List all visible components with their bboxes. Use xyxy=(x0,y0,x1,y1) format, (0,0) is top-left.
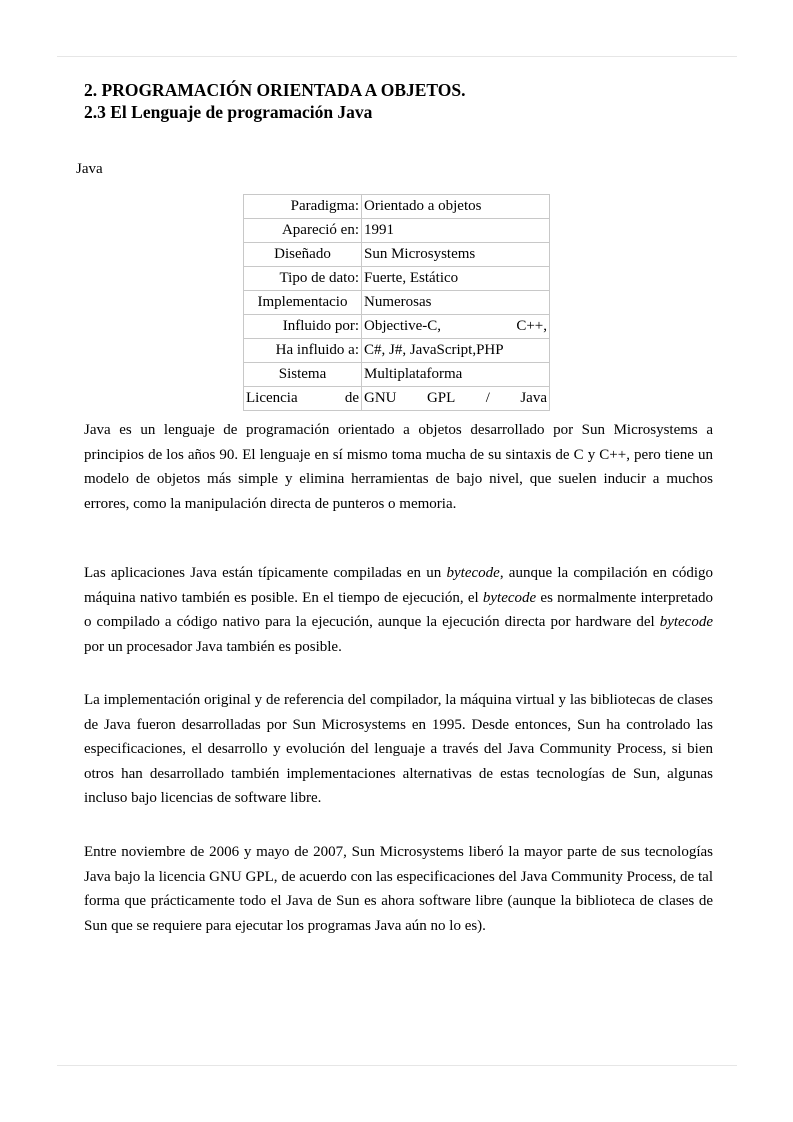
row-key: Implementacio xyxy=(244,291,362,315)
table-row xyxy=(244,243,550,267)
paragraph-intro: Java es un lenguaje de programación orientado a objetos desarrollado por Sun Microsystems a principios de los años 90. El lenguaje en sí mismo toma mucha de su sintaxis de C y C++, pero tiene un modelo de objetos más simple y elimina herramientas de bajo nivel, que suelen inducir a muchos errores, como la manipulación directa de punteros o memoria. xyxy=(84,422,713,512)
table-row xyxy=(244,339,550,363)
section-heading: 2. PROGRAMACIÓN ORIENTADA A OBJETOS. xyxy=(84,80,466,100)
subsection-heading: 2.3 El Lenguaje de programación Java xyxy=(84,102,373,122)
page-bottom-divider xyxy=(57,1065,737,1066)
paragraph-text: , aunque la compilación en código máquina nativo también es posible. En el tiempo de ejecución, el xyxy=(84,565,713,606)
row-value: Numerosas xyxy=(362,291,550,315)
row-key: Ha influido a: xyxy=(244,339,362,363)
row-key: Apareció en: xyxy=(244,219,362,243)
row-value: Multiplataforma xyxy=(362,363,550,387)
emphasis-text: bytecode xyxy=(446,565,500,581)
java-info-table xyxy=(243,194,550,411)
row-value-part: Objective-C, xyxy=(364,318,442,334)
row-value: 1991 xyxy=(362,219,550,243)
row-value-part: GNU xyxy=(364,390,397,406)
page-top-divider xyxy=(57,56,737,57)
table-row xyxy=(244,219,550,243)
row-key xyxy=(244,387,362,411)
row-key-part: Licencia xyxy=(246,390,298,406)
table-row xyxy=(244,315,550,339)
row-key: Paradigma: xyxy=(244,195,362,219)
table-row xyxy=(244,387,550,411)
row-key: Diseñado xyxy=(244,243,362,267)
emphasis-text: bytecode xyxy=(482,589,537,606)
row-value: Sun Microsystems xyxy=(362,243,550,267)
row-value-part: C++, xyxy=(516,318,547,334)
row-key-part: de xyxy=(344,390,359,406)
intro-label: Java xyxy=(76,161,103,177)
row-value-part: Java xyxy=(520,390,547,406)
row-value-part: GPL xyxy=(426,390,456,406)
row-value: Orientado a objetos xyxy=(362,195,550,219)
paragraph-text: es normalmente interpretado o compilado a código nativo para la ejecución, aunque la ejecución directa por hardware del xyxy=(84,589,713,631)
row-value: Fuerte, Estático xyxy=(362,267,550,291)
emphasis-text: bytecode xyxy=(659,614,713,631)
row-value-part: / xyxy=(485,390,490,406)
paragraph-bytecode xyxy=(84,561,713,659)
row-key: Influido por: xyxy=(244,315,362,339)
table-row xyxy=(244,267,550,291)
paragraph-text: Las aplicaciones Java están típicamente compiladas en un xyxy=(84,565,447,581)
row-key: Sistema xyxy=(244,363,362,387)
paragraph-history: La implementación original y de referencia del compilador, la máquina virtual y las bibliotecas de clases de Java fueron desarrolladas por Sun Microsystems en 1995. Desde entonces, Sun ha controlado las especificaciones, el desarrollo y evolución del lenguaje a través del Java Community Process, si bien otros han desarrollado también implementaciones alternativas de estas tecnologías de Sun, algunas incluso bajo licencias de software libre. xyxy=(84,692,713,807)
table-row xyxy=(244,195,550,219)
row-key: Tipo de dato: xyxy=(244,267,362,291)
paragraph-text: por un procesador Java también es posible. xyxy=(84,638,342,655)
table-row xyxy=(244,291,550,315)
row-value: C#, J#, JavaScript,PHP xyxy=(362,339,550,363)
row-value xyxy=(362,315,550,339)
row-value xyxy=(362,387,550,411)
table-row xyxy=(244,363,550,387)
paragraph-license: Entre noviembre de 2006 y mayo de 2007, Sun Microsystems liberó la mayor parte de sus tecnologías Java bajo la licencia GNU GPL, de acuerdo con las especificaciones del Java Community Process, de tal forma que prácticamente todo el Java de Sun es ahora software libre (aunque la biblioteca de clases de Sun que se requiere para ejecutar los programas Java aún no lo es). xyxy=(84,844,713,934)
